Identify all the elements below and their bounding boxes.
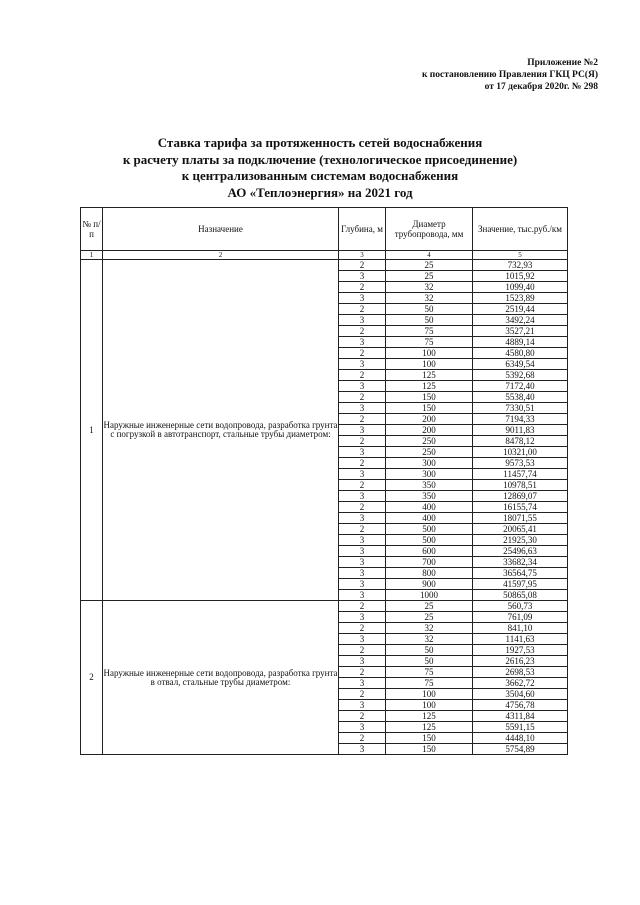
depth-cell: 2 [339,711,386,722]
depth-cell: 3 [339,579,386,590]
diameter-cell: 350 [386,491,473,502]
column-number: 1 [81,251,103,260]
diameter-cell: 125 [386,711,473,722]
depth-cell: 2 [339,414,386,425]
header-purpose: Назначение [103,208,339,251]
appendix-header [422,57,598,93]
depth-cell: 3 [339,700,386,711]
value-cell: 1141,63 [473,634,568,645]
column-number-row [81,251,568,260]
diameter-cell: 32 [386,634,473,645]
table-body [81,260,568,755]
depth-cell: 2 [339,689,386,700]
depth-cell: 3 [339,381,386,392]
value-cell: 560,73 [473,601,568,612]
depth-cell: 3 [339,271,386,282]
depth-cell: 3 [339,678,386,689]
diameter-cell: 400 [386,502,473,513]
value-cell: 50865,08 [473,590,568,601]
value-cell: 20065,41 [473,524,568,535]
title-line-3: к централизованным системам водоснабжения [181,168,459,183]
diameter-cell: 300 [386,458,473,469]
depth-cell: 2 [339,524,386,535]
value-cell: 10321,00 [473,447,568,458]
diameter-cell: 100 [386,348,473,359]
table-row [81,601,568,612]
value-cell: 7330,51 [473,403,568,414]
depth-cell: 2 [339,623,386,634]
value-cell: 18071,55 [473,513,568,524]
depth-cell: 3 [339,535,386,546]
diameter-cell: 150 [386,733,473,744]
diameter-cell: 50 [386,656,473,667]
column-number: 4 [386,251,473,260]
value-cell: 3527,21 [473,326,568,337]
header-depth: Глубина, м [339,208,386,251]
table-header-row [81,208,568,251]
diameter-cell: 200 [386,414,473,425]
depth-cell: 2 [339,458,386,469]
diameter-cell: 32 [386,623,473,634]
diameter-cell: 50 [386,645,473,656]
depth-cell: 3 [339,359,386,370]
diameter-cell: 500 [386,535,473,546]
diameter-cell: 100 [386,700,473,711]
diameter-cell: 125 [386,370,473,381]
diameter-cell: 400 [386,513,473,524]
value-cell: 41597,95 [473,579,568,590]
depth-cell: 3 [339,546,386,557]
depth-cell: 3 [339,513,386,524]
group-number: 2 [81,601,103,755]
depth-cell: 2 [339,326,386,337]
value-cell: 6349,54 [473,359,568,370]
depth-cell: 3 [339,722,386,733]
value-cell: 25496,63 [473,546,568,557]
appendix-line-3: от 17 декабря 2020г. № 298 [484,82,598,92]
value-cell: 5754,89 [473,744,568,755]
depth-cell: 3 [339,469,386,480]
diameter-cell: 150 [386,403,473,414]
depth-cell: 2 [339,282,386,293]
diameter-cell: 75 [386,678,473,689]
diameter-cell: 125 [386,381,473,392]
value-cell: 2698,53 [473,667,568,678]
value-cell: 5591,15 [473,722,568,733]
diameter-cell: 75 [386,667,473,678]
value-cell: 11457,74 [473,469,568,480]
depth-cell: 2 [339,601,386,612]
diameter-cell: 500 [386,524,473,535]
diameter-cell: 32 [386,282,473,293]
value-cell: 1099,40 [473,282,568,293]
value-cell: 21925,30 [473,535,568,546]
column-number: 3 [339,251,386,260]
diameter-cell: 1000 [386,590,473,601]
group-description: Наружные инженерные сети водопровода, разработка грунта в отвал, стальные трубы диаметром: [103,601,339,755]
value-cell: 761,09 [473,612,568,623]
value-cell: 5392,68 [473,370,568,381]
value-cell: 7194,33 [473,414,568,425]
value-cell: 8478,12 [473,436,568,447]
depth-cell: 2 [339,667,386,678]
depth-cell: 2 [339,645,386,656]
diameter-cell: 200 [386,425,473,436]
diameter-cell: 350 [386,480,473,491]
depth-cell: 3 [339,744,386,755]
group-description: Наружные инженерные сети водопровода, разработка грунта с погрузкой в автотранспорт, стальные трубы диаметром: [103,260,339,601]
diameter-cell: 300 [386,469,473,480]
value-cell: 3492,24 [473,315,568,326]
value-cell: 841,10 [473,623,568,634]
column-number: 2 [103,251,339,260]
depth-cell: 3 [339,491,386,502]
depth-cell: 2 [339,480,386,491]
diameter-cell: 150 [386,744,473,755]
value-cell: 12869,07 [473,491,568,502]
column-number: 5 [473,251,568,260]
depth-cell: 2 [339,260,386,271]
diameter-cell: 125 [386,722,473,733]
value-cell: 9011,83 [473,425,568,436]
depth-cell: 3 [339,447,386,458]
value-cell: 10978,51 [473,480,568,491]
depth-cell: 3 [339,634,386,645]
depth-cell: 2 [339,392,386,403]
depth-cell: 3 [339,337,386,348]
header-value: Значение, тыс.руб./км [473,208,568,251]
diameter-cell: 700 [386,557,473,568]
depth-cell: 2 [339,436,386,447]
value-cell: 3504,60 [473,689,568,700]
depth-cell: 3 [339,656,386,667]
diameter-cell: 800 [386,568,473,579]
group-number: 1 [81,260,103,601]
appendix-line-2: к постановлению Правления ГКЦ РС(Я) [421,70,598,80]
diameter-cell: 25 [386,601,473,612]
diameter-cell: 100 [386,689,473,700]
depth-cell: 3 [339,315,386,326]
value-cell: 2616,23 [473,656,568,667]
diameter-cell: 25 [386,271,473,282]
title-line-2: к расчету платы за подключение (технологическое присоединение) [122,151,518,167]
depth-cell: 3 [339,590,386,601]
diameter-cell: 25 [386,260,473,271]
value-cell: 5538,40 [473,392,568,403]
table-row [81,260,568,271]
value-cell: 732,93 [473,260,568,271]
depth-cell: 2 [339,502,386,513]
depth-cell: 3 [339,557,386,568]
diameter-cell: 600 [386,546,473,557]
diameter-cell: 75 [386,337,473,348]
depth-cell: 3 [339,293,386,304]
value-cell: 36564,75 [473,568,568,579]
diameter-cell: 250 [386,447,473,458]
value-cell: 3662,72 [473,678,568,689]
diameter-cell: 900 [386,579,473,590]
depth-cell: 2 [339,304,386,315]
depth-cell: 2 [339,348,386,359]
value-cell: 2519,44 [473,304,568,315]
depth-cell: 3 [339,403,386,414]
value-cell: 4756,78 [473,700,568,711]
value-cell: 9573,53 [473,458,568,469]
document-title [60,135,580,201]
value-cell: 4448,10 [473,733,568,744]
diameter-cell: 150 [386,392,473,403]
diameter-cell: 100 [386,359,473,370]
depth-cell: 3 [339,425,386,436]
value-cell: 4311,84 [473,711,568,722]
depth-cell: 3 [339,612,386,623]
value-cell: 33682,34 [473,557,568,568]
diameter-cell: 50 [386,315,473,326]
header-diameter: Диаметр трубопровода, мм [386,208,473,251]
value-cell: 16155,74 [473,502,568,513]
value-cell: 4889,14 [473,337,568,348]
diameter-cell: 50 [386,304,473,315]
depth-cell: 2 [339,370,386,381]
title-line-1: Ставка тарифа за протяженность сетей водоснабжения [157,135,483,150]
diameter-cell: 32 [386,293,473,304]
value-cell: 7172,40 [473,381,568,392]
diameter-cell: 25 [386,612,473,623]
tariff-table [80,207,568,755]
depth-cell: 3 [339,568,386,579]
header-number: № п/п [81,208,103,251]
value-cell: 1523,89 [473,293,568,304]
title-line-4: АО «Теплоэнергия» на 2021 год [227,184,413,200]
value-cell: 1015,92 [473,271,568,282]
appendix-line-1: Приложение №2 [527,58,598,68]
diameter-cell: 250 [386,436,473,447]
value-cell: 1927,53 [473,645,568,656]
diameter-cell: 75 [386,326,473,337]
depth-cell: 2 [339,733,386,744]
value-cell: 4580,80 [473,348,568,359]
